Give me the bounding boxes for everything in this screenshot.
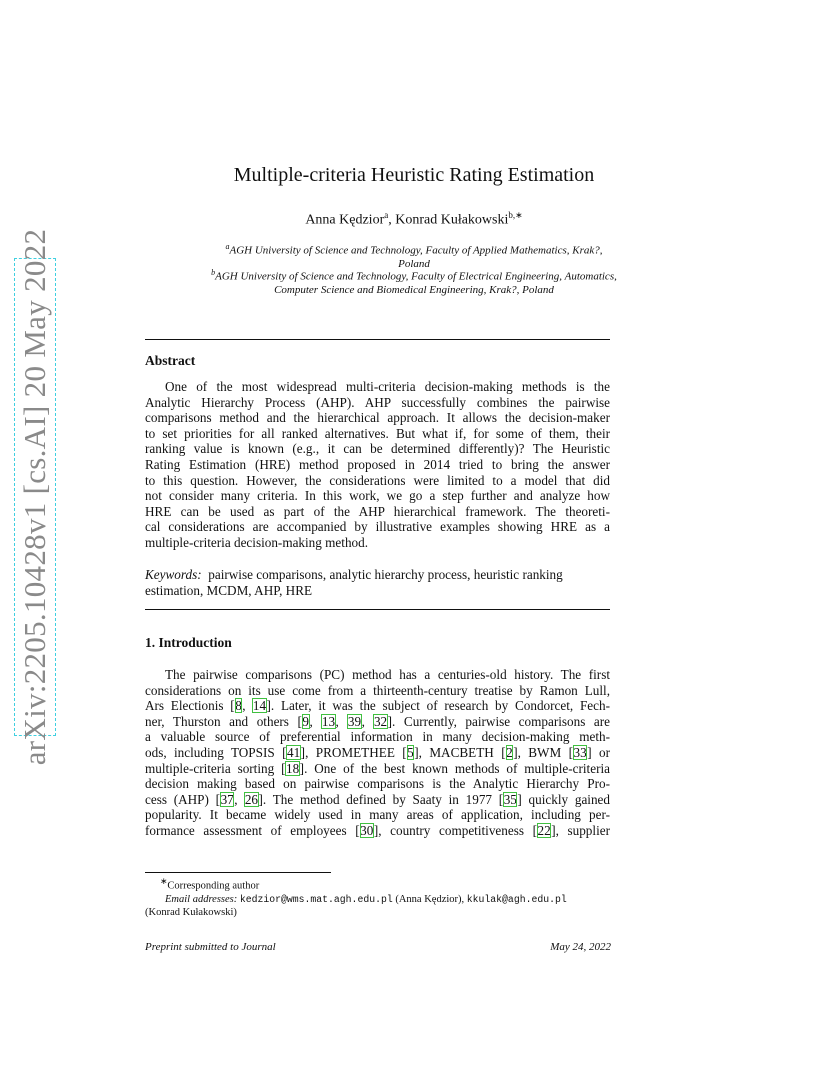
introduction-heading: 1. Introduction xyxy=(145,635,232,650)
affiliation-a-line2: Poland xyxy=(398,257,430,270)
citation-link[interactable]: 33 xyxy=(573,744,587,760)
affiliation-b xyxy=(140,266,688,297)
email-label: Email addresses: xyxy=(165,893,238,905)
affiliation-a-mark: a xyxy=(225,242,230,251)
footnote-rule xyxy=(145,872,331,873)
abstract-line: to set priorities for all ranked alternatives. But what if, for some of them, their xyxy=(145,425,610,441)
abstract-heading: Abstract xyxy=(145,353,196,368)
intro-line: cess (AHP) [37, 26]. The method defined by Saaty in 1977 [35] quickly gained xyxy=(145,791,611,807)
affiliation-b-line2: Computer Science and Biomedical Engineering, Krak?, Poland xyxy=(274,283,554,296)
intro-line: a valuable source of preferential information in many decision-making meth- xyxy=(145,729,610,745)
citation-link[interactable]: 5 xyxy=(407,744,414,760)
intro-line: ods, including TOPSIS [41], PROMETHEE [5], MACBETH [2], BWM [33] or xyxy=(145,744,610,760)
citation-link[interactable]: 35 xyxy=(503,791,517,807)
abstract-line: to this question. However, the considerations were limited to a model that did xyxy=(145,472,610,488)
citation-link[interactable]: 8 xyxy=(235,698,242,714)
abstract-line: cal considerations are accompanied by illustrative examples showing HRE as a xyxy=(145,519,610,535)
keywords xyxy=(145,567,610,598)
email-owner-2: (Konrad Kułakowski) xyxy=(145,906,237,918)
intro-line: ner, Thurston and others [9, 13, 39, 32]. Currently, pairwise comparisons are xyxy=(145,713,610,729)
intro-line: popularity. It became widely used in many areas of application, including per- xyxy=(145,807,610,823)
affiliation-a-line1: AGH University of Science and Technology, Faculty of Applied Mathematics, Krak?, xyxy=(229,244,603,257)
abstract-line: HRE can be used as part of the AHP hierarchical framework. The theoreti- xyxy=(145,503,610,519)
abstract-line: comparisons method and the hierarchical approach. It allows the decision-maker xyxy=(145,410,610,426)
abstract-line: ranking value is known (e.g., it can be determined differently)? The Heuristic xyxy=(145,441,610,457)
footnote-mark: ∗ xyxy=(160,876,168,886)
author-line xyxy=(0,210,828,229)
footnote-corresponding: Corresponding author xyxy=(167,880,260,892)
intro-line: decision making based on pairwise comparisons is the Analytic Hierarchy Pro- xyxy=(145,776,610,792)
author-1-affil-mark: a xyxy=(384,210,389,220)
email-link-kulak[interactable]: kkulak@agh.edu.pl xyxy=(466,893,567,905)
abstract-body xyxy=(145,379,610,551)
affiliation-b-line1: AGH University of Science and Technology, Faculty of Electrical Engineering, Automatics, xyxy=(215,270,617,283)
arxiv-identifier-text: arXiv:2205.10428v1 [cs.AI] 20 May 2022 xyxy=(17,228,52,766)
citation-link[interactable]: 26 xyxy=(244,791,258,807)
abstract-top-rule xyxy=(145,339,610,340)
preprint-date: May 24, 2022 xyxy=(550,941,611,953)
abstract-line: not consider many criteria. In this work, we go a step further and analyze how xyxy=(145,488,610,504)
citation-link[interactable]: 37 xyxy=(220,791,234,807)
citation-link[interactable]: 30 xyxy=(360,822,374,838)
citation-link[interactable]: 14 xyxy=(252,698,267,714)
author-separator: , xyxy=(388,212,396,228)
keywords-line2: estimation, MCDM, AHP, HRE xyxy=(145,582,313,598)
abstract-line: multiple-criteria decision-making method. xyxy=(145,534,369,550)
preprint-note: Preprint submitted to Journal xyxy=(145,941,276,953)
intro-line: Ars Electionis [8, 14]. Later, it was the subject of research by Condorcet, Fech- xyxy=(145,698,610,714)
citation-link[interactable]: 39 xyxy=(347,713,362,729)
keywords-line1: pairwise comparisons, analytic hierarchy process, heuristic ranking xyxy=(208,567,563,582)
citation-link[interactable]: 9 xyxy=(302,713,309,729)
author-2: Konrad Kułakowski xyxy=(395,212,509,228)
citation-link[interactable]: 13 xyxy=(321,713,336,729)
intro-line: considerations on its use come from a thirteenth-century treatise by Ramon Lull, xyxy=(145,682,610,698)
citation-link[interactable]: 2 xyxy=(506,744,513,760)
arxiv-identifier-stamp xyxy=(14,228,56,766)
abstract-line: One of the most widespread multi-criteria decision-making methods is the xyxy=(165,379,610,394)
affiliation-b-mark: b xyxy=(211,268,216,277)
abstract-bottom-rule xyxy=(145,609,610,610)
email-owner-1: (Anna Kędzior), xyxy=(392,893,467,905)
citation-link[interactable]: 32 xyxy=(373,713,388,729)
abstract-line: Rating Estimation (HRE) method proposed in 2014 tried to bring the answer xyxy=(145,456,610,472)
footnote xyxy=(145,875,615,919)
author-1: Anna Kędzior xyxy=(305,212,385,228)
email-link-kedzior[interactable]: kedzior@wms.mat.agh.edu.pl xyxy=(239,893,393,905)
citation-link[interactable]: 18 xyxy=(285,760,300,776)
keywords-label: Keywords: xyxy=(145,567,202,582)
author-2-affil-mark: b,∗ xyxy=(508,210,523,220)
citation-link[interactable]: 22 xyxy=(537,822,551,838)
introduction-body xyxy=(145,667,610,839)
intro-line: multiple-criteria sorting [18]. One of the best known methods of multiple-criteria xyxy=(145,760,610,776)
citation-link[interactable]: 41 xyxy=(286,744,301,760)
abstract-line: Analytic Hierarchy Process (AHP). AHP successfully combines the pairwise xyxy=(145,394,610,410)
paper-title: Multiple-criteria Heuristic Rating Estimation xyxy=(233,164,595,186)
intro-line: formance assessment of employees [30], country competitiveness [22], supplier xyxy=(145,822,610,838)
intro-line: The pairwise comparisons (PC) method has a centuries-old history. The first xyxy=(165,667,610,682)
